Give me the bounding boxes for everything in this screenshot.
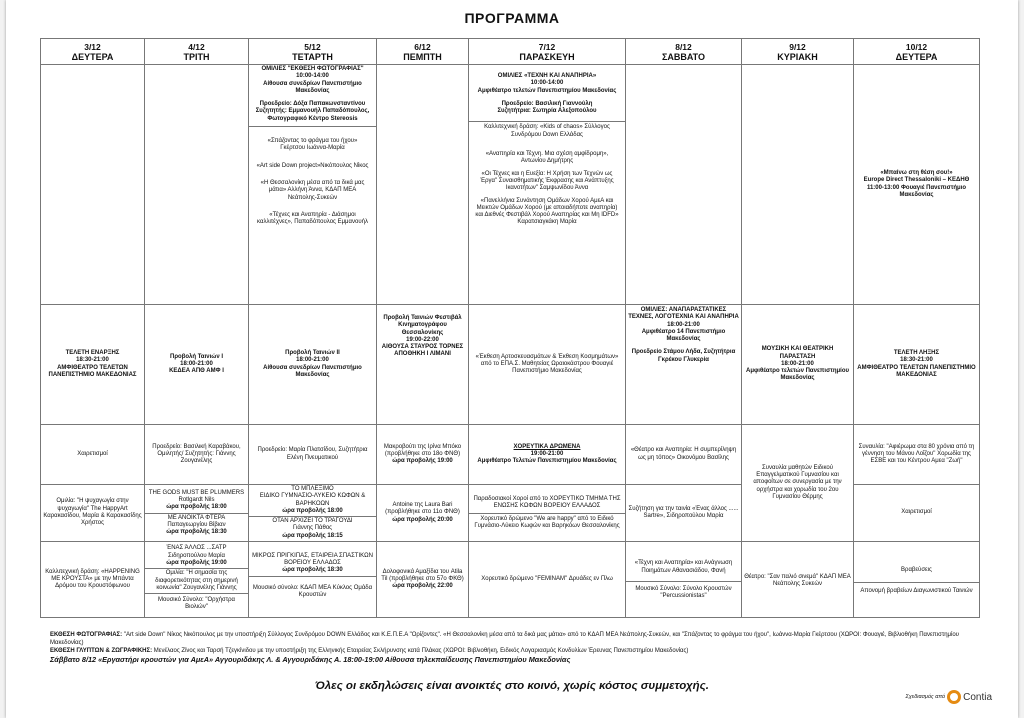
talk-item: «Πανελλήνια Συνάντηση Ομάδων Χορού ΑμεΑ και Μεικτών Ομάδων Χορού (με αποιαδήποτε αναπηρία) και Διεθνές Φεστιβάλ Χορού Αναπηρίας και Μη IDFD» Καρατσιαγκάκη Μαρία (475, 197, 619, 226)
footer-photo-exhibition (50, 631, 980, 647)
event-venue: Αμφιθέατρο Τελετών Πανεπιστημίου Μακεδονίας (477, 458, 617, 465)
design-credit (905, 690, 992, 704)
footer-label: ΕΚΘΕΣΗ ΓΛΥΠΤΩΝ & ΖΩΓΡΑΦΙΚΗΣ: (50, 648, 153, 655)
cell-film (377, 425, 469, 485)
page-title: ΠΡΟΓΡΑΜΜΑ (464, 10, 560, 26)
event-title: «Μπαίνω στη θέση σου!» (880, 169, 953, 176)
film-title: ΜΕ ΑΝΟΙΚΤΑ ΦΤΕΡΑ (167, 514, 226, 521)
schedule-row-evening (41, 305, 980, 425)
event-title: ΤΕΛΕΤΗ ΕΝΑΡΞΗΣ (65, 349, 120, 356)
cell-dance (469, 425, 626, 485)
schedule-row-morning (41, 65, 980, 305)
day-name: ΠΕΜΠΤΗ (403, 52, 442, 62)
schedule-table (40, 38, 980, 618)
day-date: 10/12 (905, 42, 928, 52)
event-text: «Έκθεση Αρτοσκευασμάτων & Έκθεση Κοσμημάτων» από το ΕΠΑ.Σ. Μαθητείας Ωραιοκάστρου Φουαγιέ Πανεπιστήμιο Μακεδονίας (475, 353, 619, 375)
footer-label: ΕΚΘΕΣΗ ΦΩΤΟΓΡΑΦΙΑΣ: (50, 632, 123, 638)
header-row (41, 39, 980, 65)
film-awards: Απονομή βραβείων Διαγωνιστικού Ταινιών (860, 588, 973, 595)
music-ensemble: Μουσικό Σύνολο: Σύνολο Κρουστών "Percussionistas" (635, 586, 732, 600)
cell-greetings: Χαιρετισμοί (854, 485, 980, 542)
music-ensemble: Μουσικό Σύνολο: "Ορχήστρα Βιολιών" (157, 597, 236, 611)
screening-time: ώρα προβολής 18:00 (166, 504, 227, 511)
music-ensemble: Μουσικό σύνολο: ΚΔΑΠ ΜΕΑ Κύκλος Ομάδα Κρουστών (252, 584, 373, 599)
day-name: ΔΕΥΤΕΡΑ (71, 52, 114, 62)
event-venue: Αίθουσα συνεδρίων Πανεπιστήμιο Μακεδονίας (263, 80, 362, 94)
schedule-row-3 (41, 425, 980, 485)
cell-empty (377, 65, 469, 305)
event-discussant: Συζητητής: Εμμανουήλ Παπαδόπουλος, Φωτογραφικό Κέντρο Stereosis (255, 108, 370, 122)
cell-dance: Χορευτικό δρώμενο "FEMINAM" Δρυάδες εν Πλω (469, 542, 626, 618)
event-time: 18:30-21:00 (900, 357, 933, 364)
cell-theatre-talk: «Θέατρο και Αναπηρία: Η συμπερίληψη ως μη τόπος» Οικονόμου Βασίλης (626, 425, 742, 485)
event-time: 19:00-21:00 (530, 450, 564, 457)
event-venue: ΚΕΔΕΑ ΑΠΘ ΑΜΦ Ι (169, 368, 224, 375)
event-title: Προβολή Ταινιών Ι (169, 353, 224, 360)
footer-notes (50, 631, 980, 664)
talk-item: «Art side Down project»Νικόπουλος Νίκος (256, 162, 369, 169)
event-title: ΟΜΙΛΙΕΣ «ΤΕΧΝΗ ΚΑΙ ΑΝΑΠΗΡΙΑ» (497, 73, 597, 79)
cell-screening-1 (145, 305, 249, 425)
day-name: ΤΡΙΤΗ (183, 52, 210, 62)
talk-item: «Τέχνες και Αναπηρία - Διάσημοι καλλιτέχνες», Παπαδόπουλος Εμμανουήλ (257, 211, 368, 226)
day-date: 4/12 (188, 42, 205, 52)
credit-label: Σχεδιασμός από (905, 694, 946, 700)
footer-text: Μενέλαος Ζίνος και Ταρσή Τζεγκίνιδου με την υποστήριξη της Ελληνικής Εταιρείας Σκλήρυνσης κατά Πλάκας (ΧΩΡΟΙ: Βιβλιοθήκη, Ειδικός Λογαριασμός Κονδυλίων Έρευνας Πανεπιστημίου Μακεδονίας) (153, 648, 689, 655)
event-time: 18:00-21:00 (296, 357, 329, 364)
poetry-item: «Τέχνη και Αναπηρία» και Ανάγνωση Ποιημάτων Αθανασιάδου, Φανή (626, 554, 741, 582)
cell-dance-items (469, 485, 626, 542)
screening-time: ώρα προβολής 20:00 (392, 516, 453, 523)
film-title: Μακροβούτι της Ιρίνα Μπόκο (προβλήθηκε στο 18ο ΦΝΘ) (383, 443, 462, 457)
day-header (41, 39, 145, 65)
screening-time: ώρα προβολής 18:00 (282, 507, 343, 514)
day-date: 9/12 (789, 42, 806, 52)
event-time: 10:00-14:00 (530, 80, 564, 87)
cell-happening: Καλλιτεχνική δράση: «HAPPENING ΜΕ ΚΡΟΥΣΤΑ» με την Μπάντα Δρόμου του Κρουστόφωνου (41, 542, 145, 618)
day-name: ΠΑΡΑΣΚΕΥΗ (519, 52, 575, 62)
event-venue: Αίθουσα συνεδρίων Πανεπιστήμιο Μακεδονίας (263, 364, 362, 378)
schedule-row-5 (41, 542, 980, 618)
day-header (145, 39, 249, 65)
day-name: ΚΥΡΙΑΚΗ (777, 52, 818, 62)
film-title: Δολοφονικά Αμαξίδια του Atila Til (προβλήθηκε στο 57ο ΦΚΘ) (381, 568, 464, 582)
screening-time: ώρα προβολής 22:00 (392, 583, 453, 590)
film-title: ΈΝΑΣ ΆΛΛΟΣ ...ΣΑΤΡ (166, 545, 227, 552)
cell-talks-sat (626, 305, 742, 425)
cell-concert-tribute: Συναυλία: "Αφιέρωμα στα 80 χρόνια από τη γέννηση του Μάνου Λοΐζου" Χορωδία της ΕΣΒΕ και του Κέντρου Αμεα "Ζωή" (854, 425, 980, 485)
cell-film-discussion: Συζήτηση για την ταινία «Ένας άλλος ...... Sartre», Σιδηροπούλου Μαρία (626, 485, 742, 542)
event-title: ΟΜΙΛΙΕΣ: ΑΝΑΠΑΡΑΣΤΑΤΙΚΕΣ ΤΕΧΝΕΣ, ΛΟΓΟΤΕΧΝΙΑ ΚΑΙ ΑΝΑΠΗΡΙΑ (628, 307, 739, 321)
cell-exhibition (469, 305, 626, 425)
credit-brand: Contia (963, 691, 992, 703)
cell-music-theatre (742, 305, 854, 425)
cell-greetings: Χαιρετισμοί (41, 425, 145, 485)
event-organizer: Europe Direct Thessaloniki – ΚΕΔΗΘ (863, 177, 970, 184)
event-time: 19:00-22:00 (406, 336, 439, 343)
event-venue: ΑΜΦΙΘΕΑΤΡΟ ΤΕΛΕΤΩΝ ΠΑΝΕΠΙΣΤΗΜΙΟ ΜΑΚΕΔΟΝΙΑΣ (48, 364, 137, 378)
event-time: 18:00-21:00 (781, 360, 814, 367)
screening-time: ώρα προβολής 18:15 (282, 532, 343, 539)
day-header (469, 39, 626, 65)
day-date: 5/12 (304, 42, 321, 52)
event-title: ΤΕΛΕΤΗ ΛΗΞΗΣ (893, 349, 940, 356)
event-time: 18:00-21:00 (180, 360, 213, 367)
talk-item: «Οι Τέχνες και η Ευεξία: Η Χρήση των Τεχνών ως Έργα" Συναισθηματικής Έκφρασης και Ανάπτυξης Ικανοτήτων" Σαμψωνίδου Άννα (480, 170, 614, 192)
film-title: Antoine της Laura Bari (προβλήθηκε στο 11ο ΦΝΘ) (385, 502, 460, 516)
film-director: ΕΙΔΙΚΟ ΓΥΜΝΑΣΙΟ-ΛΥΚΕΙΟ ΚΩΦΩΝ & ΒΑΡΗΚΟΩΝ (259, 493, 366, 507)
event-title: ΟΜΙΛΙΕΣ "ΕΚΘΕΣΗ ΦΩΤΟΓΡΑΦΙΑΣ" (261, 66, 364, 72)
dance-item: Χορευτικό δρώμενο "We are happy" από το Ειδικό Γυμνάσιο-Λύκειο Κωφών και Βαρηκόων Θεσσαλονίκης (474, 515, 620, 529)
cell-screening-2 (249, 305, 377, 425)
cell-opening-ceremony (41, 305, 145, 425)
day-name: ΔΕΥΤΕΡΑ (895, 52, 938, 62)
cell-wed-morning (249, 65, 377, 305)
event-chair: Προεδρείο: Δόξα Παπακωνσταντίνου (259, 101, 366, 108)
tagline: Όλες οι εκδηλώσεις είναι ανοικτές στο κοινό, χωρίς κόστος συμμετοχής. (315, 680, 709, 692)
film-title: ΜΙΚΡΟΣ ΠΡΙΓΚΙΠΑΣ, ΕΤΑΙΡΕΙΑ ΣΠΑΣΤΙΚΩΝ ΒΟΡΕΙΟΥ ΕΛΛΑΔΟΣ (252, 552, 373, 567)
film-title: ΟΤΑΝ ΑΡΧΙΖΕΙ ΤΟ ΤΡΑΓΟΥΔΙ (272, 518, 353, 525)
event-time: 18:00-21:00 (667, 321, 700, 328)
cell-sat-evening (626, 542, 742, 618)
day-header (854, 39, 980, 65)
event-title: ΜΟΥΣΙΚΗ ΚΑΙ ΘΕΑΤΡΙΚΗ ΠΑΡΑΣΤΑΣΗ (761, 346, 834, 360)
talk-item: Ομιλία: "Η σημασία της διαφορετικότητας στη σημερινή κοινωνία" Ζουγανέλης Γιάννης (145, 569, 248, 594)
event-time: 10:00-14:00 (296, 73, 329, 80)
film-director: Παπαγεωργίου Βίβιαν (167, 521, 226, 528)
event-discussant: Συζητήτρια: Σωτηρία Αλεξοπούλου (497, 108, 597, 115)
cell-talk: Ομιλία: "Η ψυχαγωγία στην ψυχαγωγία" The HappyArt Καρακασίδου, Μαρία & Καρακασίδης Χρήστος (41, 485, 145, 542)
screening-time: ώρα προβολής 18:30 (166, 529, 227, 536)
awards: Βραβεύσεις (854, 559, 979, 583)
screening-time: ώρα προβολής 19:00 (166, 559, 227, 566)
film-director: Σιδηροπούλου Μαρία (168, 552, 225, 559)
cell-theatre: Θέατρο: "Σαν παλιό σινεμά" ΚΔΑΠ ΜΕΑ Νεάπολης Συκεών (742, 542, 854, 618)
day-header (249, 39, 377, 65)
cell-empty (626, 65, 742, 305)
cell-wed-evening (249, 542, 377, 618)
event-title: ΧΟΡΕΥΤΙΚΑ ΔΡΩΜΕΝΑ (513, 443, 581, 450)
event-venue: Αμφιθέατρο τελετών Πανεπιστημίου Μακεδονίας (745, 368, 850, 382)
day-date: 3/12 (84, 42, 101, 52)
day-header (626, 39, 742, 65)
cell-film-festival (377, 305, 469, 425)
day-date: 6/12 (414, 42, 431, 52)
event-venue: 11:00-13:00 Φουαγιέ Πανεπιστήμιο Μακεδονίας (866, 184, 967, 198)
cell-awards (854, 542, 980, 618)
event-venue: Αμφιθέατρο 14 Πανεπιστήμιο Μακεδονίας (641, 328, 726, 343)
cell-chair: Προεδρείο: Βασιλική Καραβάκου, Ομιλητής/ Συζητητής: Γιάννης Ζουγανέλης (145, 425, 249, 485)
cell-empty (742, 65, 854, 305)
talk-item: «Η Θεσσαλονίκη μέσα από τα δικά μας μάτια» Αλλήνη Άννα, ΚΔΑΠ ΜΕΑ Νεάπολης-Συκεών (260, 179, 365, 201)
cell-chair: Προεδρείο: Μαρία Πλατσίδου, Συζητήτρια Ελένη Πνευματικού (249, 425, 377, 485)
event-time: 18:30-21:00 (76, 357, 109, 364)
day-name: ΣΑΒΒΑΤΟ (662, 52, 705, 62)
film-title: THE GODS MUST BE PLUMMERS (148, 489, 245, 496)
day-date: 8/12 (675, 42, 692, 52)
footer-workshop: Σάββατο 8/12 «Εργαστήρι κρουστών για ΑμεΑ» Αγγουριδάκης Λ. & Αγγουριδάκης Α. 18:00-19:00 Αίθουσα τηλεκπαίδευσης Πανεπιστημίου Μακεδονίας (50, 654, 571, 664)
event-venue: ΑΜΦΙΘΕΑΤΡΟ ΤΕΛΕΤΩΝ ΠΑΝΕΠΙΣΤΗΜΙΟ ΜΑΚΕΔΟΝΙΑΣ (857, 364, 976, 378)
event-venue: Αμφιθέατρο τελετών Πανεπιστημίου Μακεδονίας (477, 87, 617, 94)
cell-tue-evening (145, 542, 249, 618)
dance-item: Παραδοσιακοί Χοροί από το ΧΟΡΕΥΤΙΚΟ ΤΜΗΜΑ ΤΗΣ ΕΝΩΣΗΣ ΚΩΦΩΝ ΒΟΡΕΙΟΥ ΕΛΛΑΔΟΣ (469, 494, 625, 514)
cell-film (377, 485, 469, 542)
event-title: Προβολή Ταινιών ΙΙ (285, 349, 340, 356)
day-date: 7/12 (538, 42, 556, 52)
talk-item: «Σπάζοντας το φράγμα του ήχου» Γκέρτσου Ιωάννα-Μαρία (267, 138, 358, 152)
event-chair: Προεδρείο: Βασιλική Γιαννούλη (501, 100, 593, 107)
cell-mon2-morning (854, 65, 980, 305)
cell-films-wed (249, 485, 377, 542)
document-page (6, 0, 1018, 718)
cell-film (377, 542, 469, 618)
cell-empty (145, 65, 249, 305)
event-venue: ΑΙΘΟΥΣΑ ΣΤΑΥΡΟΣ ΤΟΡΝΕΣ ΑΠΟΘΗΚΗ Ι ΛΙΜΑΝΙ (381, 344, 464, 358)
cell-concert: Συναυλία μαθητών Ειδικού Επαγγελματικού Γυμνασίου και αποφοίτων σε συνεργασία με την ορχήστρα και χορωδία του 2ου Γυμνασίου Θέρμης (742, 425, 854, 542)
film-title: ΤΟ ΜΠΛΕΞΙΜΟ (291, 486, 334, 492)
day-header (742, 39, 854, 65)
talk-item: «Αναπηρία και Τέχνη. Μια σχέση αμφίδρομη», Αντωνίου Δημήτρης (485, 151, 609, 165)
screening-time: ώρα προβολής 18:30 (282, 567, 343, 574)
event-chair: Προεδρείο Στάμου Λήδα, Συζητήτρια Γκρέκου Γλυκερία (631, 349, 736, 363)
day-header (377, 39, 469, 65)
cell-films-tue (145, 485, 249, 542)
cell-closing-ceremony (854, 305, 980, 425)
cell-fri-morning (469, 65, 626, 305)
film-director: Rotlgardt Nils (178, 496, 215, 503)
day-name: ΤΕΤΑΡΤΗ (292, 52, 333, 62)
contia-logo-icon (947, 690, 961, 704)
event-title: Προβολή Ταινιών Φεστιβάλ Κινηματογράφου Θεσσαλονίκης (383, 315, 462, 336)
screening-time: ώρα προβολής 19:00 (392, 458, 453, 465)
footer-text: "Art side Down" Νίκος Νικόπουλος με την υποστήριξη Σύλλογος Συνδρόμου DOWN Ελλάδος και Κ.Ε.Π.Ε.Α "Ορίζοντες". «Η Θεσσαλονίκη μέσα από τα δικά μας μάτια» από το ΚΔΑΠ ΜΕΑ Νεάπολης-Συκεών, και "Σπάζοντας το φράγμα του ήχου", Ιωάννα-Μαρία Γκέρτσου (ΧΩΡΟΙ: Φουαγιέ, Βιβλιοθήκη Πανεπιστημίου Μακεδονίας) (50, 632, 959, 647)
cell-empty (41, 65, 145, 305)
film-director: Γιάννης Πάθος (292, 525, 333, 532)
art-action: Καλλιτεχνική δράση: «Kids of chaos» Σύλλογος Συνδρόμου Down Ελλάδας (484, 124, 610, 138)
